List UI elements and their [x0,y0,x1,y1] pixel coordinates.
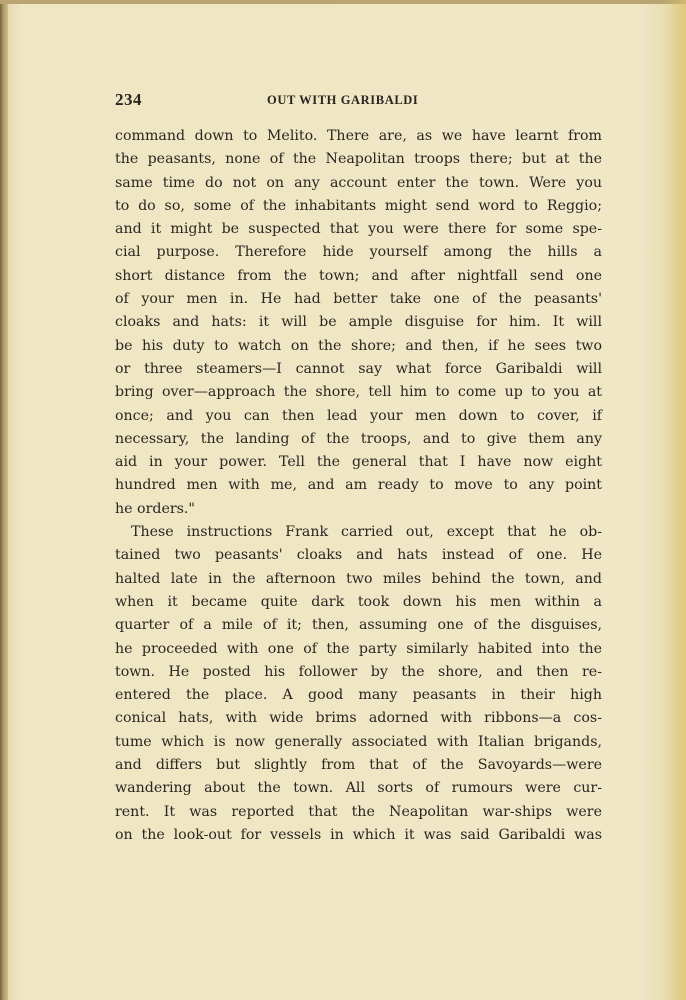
text-line: on the look-out for vessels in which it was said Garibaldi was [115,826,602,843]
text-line: and differs but slightly from that of the Savoyards—were [115,757,602,774]
text-line: the peasants, none of the Neapolitan troops there; but at the [115,151,602,168]
text-line: be his duty to watch on the shore; and then, if he sees two [115,337,602,354]
page-number: 234 [115,90,142,109]
text-line: town. He posted his follower by the shore, and then re- [115,663,602,680]
text-line: aid in your power. Tell the general that I have now eight [115,454,602,471]
text-line: cial purpose. Therefore hide yourself among the hills a [115,244,602,261]
text-line: command down to Melito. There are, as we have learnt from [115,128,602,144]
text-line: and it might be suspected that you were there for some spe- [115,221,602,238]
text-line: cloaks and hats: it will be ample disguise for him. It will [115,314,602,331]
running-title: OUT WITH GARIBALDI [267,93,419,107]
text-line: halted late in the afternoon two miles behind the town, and [115,570,602,587]
text-line: he proceeded with one of the party similarly habited into the [115,640,602,657]
text-line: bring over—approach the shore, tell him to come up to you at [115,384,602,401]
text-line: entered the place. A good many peasants in their high [115,687,602,704]
text-line: tume which is now generally associated with Italian brigands, [115,733,602,750]
text-line: of your men in. He had better take one of the peasants' [115,291,602,308]
text-line: hundred men with me, and am ready to move to any point [115,477,602,494]
page-top-edge [0,0,686,4]
text-line: These instructions Frank carried out, except that he ob- [131,524,602,541]
text-line: when it became quite dark took down his men within a [115,593,602,610]
text-line: short distance from the town; and after nightfall send one [115,267,602,284]
text-line: necessary, the landing of the troops, and to give them any [115,430,602,447]
text-line: quarter of a mile of it; then, assuming one of the disguises, [115,617,602,634]
text-line: same time do not on any account enter the town. Were you [115,174,602,191]
text-line: conical hats, with wide brims adorned with ribbons—a cos- [115,710,602,727]
text-line: tained two peasants' cloaks and hats instead of one. He [115,547,602,564]
body-text [115,125,602,847]
text-line: to do so, some of the inhabitants might send word to Reggio; [115,197,602,214]
text-line: once; and you can then lead your men down to cover, if [115,407,602,424]
text-line: or three steamers—I cannot say what force Garibaldi will [115,360,602,377]
text-line: rent. It was reported that the Neapolitan war-ships were [115,803,602,820]
text-line: wandering about the town. All sorts of rumours were cur- [115,780,602,797]
running-head [115,90,602,112]
text-line: he orders." [115,500,195,517]
